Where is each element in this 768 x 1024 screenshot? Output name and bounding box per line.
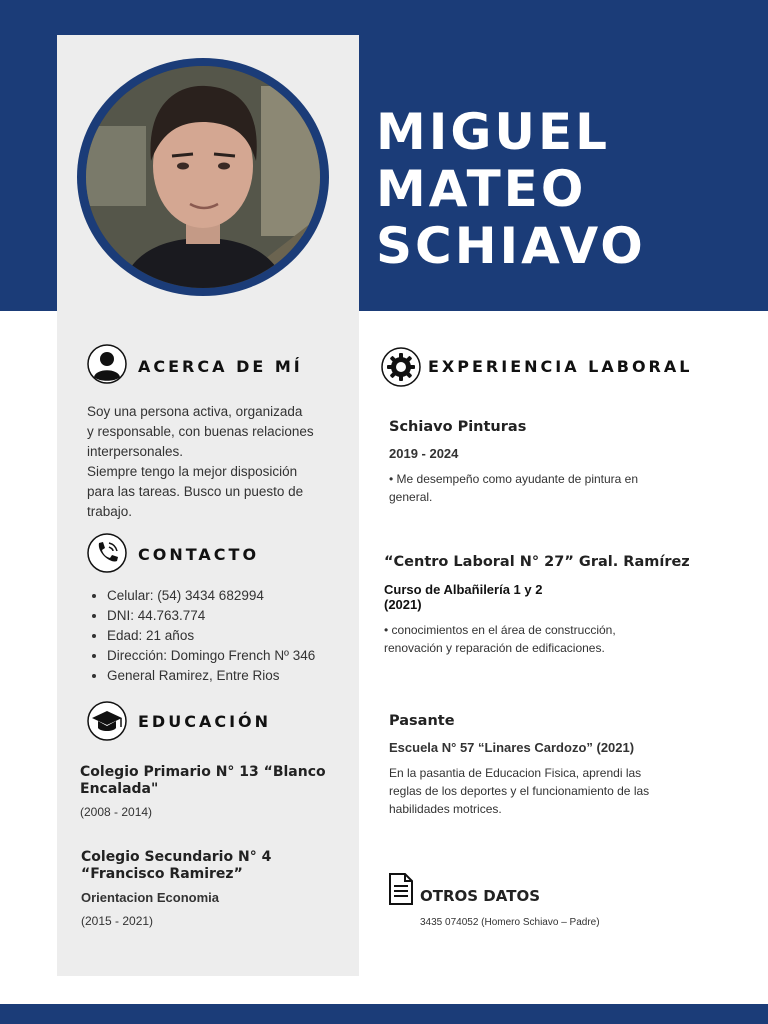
job1-description xyxy=(389,470,689,506)
job2-company: “Centro Laboral N° 27” Gral. Ramírez xyxy=(384,554,690,570)
contact-item-city: • General Ramirez, Entre Rios xyxy=(107,666,315,686)
user-icon xyxy=(87,344,127,384)
contact-item-phone: • Celular: (54) 3434 682994 xyxy=(107,586,315,606)
job2-description xyxy=(384,621,684,657)
profile-photo xyxy=(86,66,320,288)
about-line: Siempre tengo la mejor disposición xyxy=(87,464,298,479)
name-line-1: MIGUEL xyxy=(376,103,611,161)
footer-band xyxy=(0,1004,768,1024)
full-name xyxy=(376,104,646,275)
job2-desc-line: renovación y reparación de edificaciones. xyxy=(384,641,605,655)
job2-course xyxy=(384,582,644,612)
job3-desc-line: habilidades motrices. xyxy=(389,802,502,816)
job1-years: 2019 - 2024 xyxy=(389,446,459,461)
primary-school-line: Colegio Primario N° 13 “Blanco xyxy=(80,764,326,780)
name-line-2: MATEO xyxy=(376,160,587,218)
primary-school-line: Encalada" xyxy=(80,781,159,797)
secondary-orientation: Orientacion Economia xyxy=(81,890,219,905)
job1-desc-line: • Me desempeño como ayudante de pintura en xyxy=(389,472,639,486)
document-icon xyxy=(388,872,414,906)
job1-company: Schiavo Pinturas xyxy=(389,419,527,435)
other-title: OTROS DATOS xyxy=(420,887,540,905)
profile-photo-illustration xyxy=(86,66,320,288)
experience-title: EXPERIENCIA LABORAL xyxy=(428,357,693,376)
secondary-school-name xyxy=(81,849,351,883)
job3-desc-line: En la pasantia de Educacion Fisica, aprendi las xyxy=(389,766,642,780)
job3-school: Escuela N° 57 “Linares Cardozo” (2021) xyxy=(389,740,635,755)
about-text xyxy=(87,402,347,522)
primary-school-name xyxy=(80,764,350,798)
about-line: para las tareas. Busco un puesto de xyxy=(87,484,304,499)
other-text: 3435 074052 (Homero Schiavo – Padre) xyxy=(420,917,600,928)
primary-school-years: (2008 - 2014) xyxy=(80,805,153,819)
contact-item-dni: • DNI: 44.763.774 xyxy=(107,606,315,626)
contact-item-address: • Dirección: Domingo French Nº 346 xyxy=(107,646,315,666)
about-line: trabajo. xyxy=(87,504,133,519)
about-title: ACERCA DE MÍ xyxy=(138,357,303,376)
job3-role: Pasante xyxy=(389,713,455,729)
secondary-school-years: (2015 - 2021) xyxy=(81,914,154,928)
gear-icon xyxy=(381,347,421,387)
job3-description xyxy=(389,764,699,818)
education-title: EDUCACIÓN xyxy=(138,712,272,731)
phone-icon xyxy=(87,533,127,573)
name-line-3: SCHIAVO xyxy=(376,217,646,275)
about-line: Soy una persona activa, organizada xyxy=(87,404,303,419)
secondary-school-line: “Francisco Ramirez” xyxy=(81,866,243,882)
job2-desc-line: • conocimientos en el área de construcción, xyxy=(384,623,616,637)
job2-course-line: Curso de Albañilería 1 y 2 xyxy=(384,582,543,597)
secondary-school-line: Colegio Secundario N° 4 xyxy=(81,849,272,865)
about-line: y responsable, con buenas relaciones xyxy=(87,424,314,439)
job2-course-line: (2021) xyxy=(384,597,422,612)
graduation-cap-icon xyxy=(87,701,127,741)
contact-list xyxy=(87,586,315,686)
contact-title: CONTACTO xyxy=(138,545,260,564)
contact-item-age: • Edad: 21 años xyxy=(107,626,315,646)
job3-desc-line: reglas de los deportes y el funcionamiento de las xyxy=(389,784,650,798)
about-line: interpersonales. xyxy=(87,444,184,459)
job1-desc-line: general. xyxy=(389,490,433,504)
